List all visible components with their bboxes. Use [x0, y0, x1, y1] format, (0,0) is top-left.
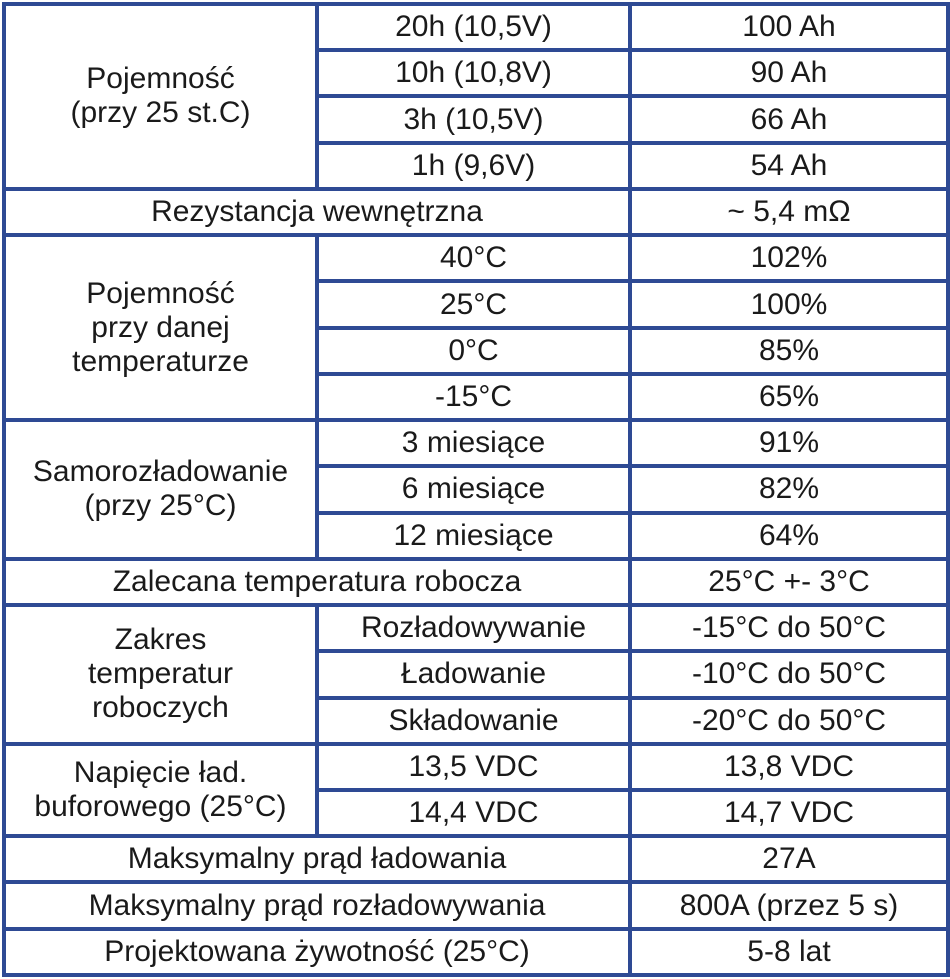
- capacity-temperature-label-cell: [4, 235, 317, 420]
- self-discharge-label-line2: (przy 25°C): [84, 489, 237, 523]
- capacity-condition: 10h (10,8V): [317, 50, 630, 96]
- capacity-value: 90 Ah: [630, 50, 948, 96]
- capacity-value: 66 Ah: [630, 96, 948, 142]
- operating-range-condition: Rozładowywanie: [317, 605, 630, 651]
- temperature-condition: 0°C: [317, 328, 630, 374]
- float-voltage-condition: 13,5 VDC: [317, 744, 630, 790]
- table-row: [4, 605, 948, 651]
- table-row: [4, 929, 948, 975]
- capacity-condition: 3h (10,5V): [317, 96, 630, 142]
- self-discharge-value: 64%: [630, 513, 948, 559]
- capacity-temperature-label-line2: przy danej: [91, 310, 230, 344]
- operating-range-label-line2: temperatur: [87, 657, 234, 691]
- temperature-condition: 40°C: [317, 235, 630, 281]
- design-life-label: Projektowana żywotność (25°C): [4, 929, 630, 975]
- float-voltage-condition: 14,4 VDC: [317, 790, 630, 836]
- capacity-value: 54 Ah: [630, 143, 948, 189]
- operating-range-label-cell: [4, 605, 317, 744]
- table-row: [4, 882, 948, 928]
- internal-resistance-label: Rezystancja wewnętrzna: [4, 189, 630, 235]
- max-charge-current-value: 27A: [630, 836, 948, 882]
- operating-range-value: -10°C do 50°C: [630, 651, 948, 697]
- temperature-capacity-value: 100%: [630, 281, 948, 327]
- table-row: [4, 235, 948, 281]
- self-discharge-value: 82%: [630, 466, 948, 512]
- self-discharge-label-line1: Samorozładowanie: [32, 455, 289, 489]
- table-row: [4, 189, 948, 235]
- operating-range-value: -15°C do 50°C: [630, 605, 948, 651]
- temperature-capacity-value: 85%: [630, 328, 948, 374]
- float-voltage-value: 13,8 VDC: [630, 744, 948, 790]
- table-row: [4, 836, 948, 882]
- battery-spec-table: [2, 2, 950, 977]
- operating-range-label-line1: Zakres: [114, 623, 207, 657]
- self-discharge-label-cell: [4, 420, 317, 559]
- operating-range-condition: Ładowanie: [317, 651, 630, 697]
- temperature-condition: -15°C: [317, 374, 630, 420]
- capacity-label-line1: Pojemność: [86, 62, 235, 96]
- table-row: [4, 559, 948, 605]
- capacity-label-cell: [4, 4, 317, 189]
- temperature-capacity-value: 102%: [630, 235, 948, 281]
- table-row: [4, 420, 948, 466]
- capacity-temperature-label-line1: Pojemność: [86, 276, 235, 310]
- recommended-temperature-value: 25°C +- 3°C: [630, 559, 948, 605]
- capacity-condition: 1h (9,6V): [317, 143, 630, 189]
- self-discharge-condition: 6 miesiące: [317, 466, 630, 512]
- operating-range-value: -20°C do 50°C: [630, 698, 948, 744]
- operating-range-label-line3: roboczych: [92, 691, 229, 725]
- capacity-label-line2: (przy 25 st.C): [70, 96, 251, 130]
- capacity-value: 100 Ah: [630, 4, 948, 50]
- self-discharge-condition: 3 miesiące: [317, 420, 630, 466]
- self-discharge-condition: 12 miesiące: [317, 513, 630, 559]
- float-voltage-label-line2: buforowego (25°C): [34, 789, 287, 823]
- capacity-temperature-label-line3: temperaturze: [72, 344, 249, 378]
- capacity-condition: 20h (10,5V): [317, 4, 630, 50]
- table-row: [4, 744, 948, 790]
- table-row: [4, 4, 948, 50]
- recommended-temperature-label: Zalecana temperatura robocza: [4, 559, 630, 605]
- max-discharge-current-value: 800A (przez 5 s): [630, 882, 948, 928]
- float-voltage-label-line1: Napięcie ład.: [73, 755, 248, 789]
- self-discharge-value: 91%: [630, 420, 948, 466]
- temperature-capacity-value: 65%: [630, 374, 948, 420]
- float-voltage-label-cell: [4, 744, 317, 836]
- internal-resistance-value: ~ 5,4 mΩ: [630, 189, 948, 235]
- float-voltage-value: 14,7 VDC: [630, 790, 948, 836]
- operating-range-condition: Składowanie: [317, 698, 630, 744]
- max-discharge-current-label: Maksymalny prąd rozładowywania: [4, 882, 630, 928]
- design-life-value: 5-8 lat: [630, 929, 948, 975]
- temperature-condition: 25°C: [317, 281, 630, 327]
- max-charge-current-label: Maksymalny prąd ładowania: [4, 836, 630, 882]
